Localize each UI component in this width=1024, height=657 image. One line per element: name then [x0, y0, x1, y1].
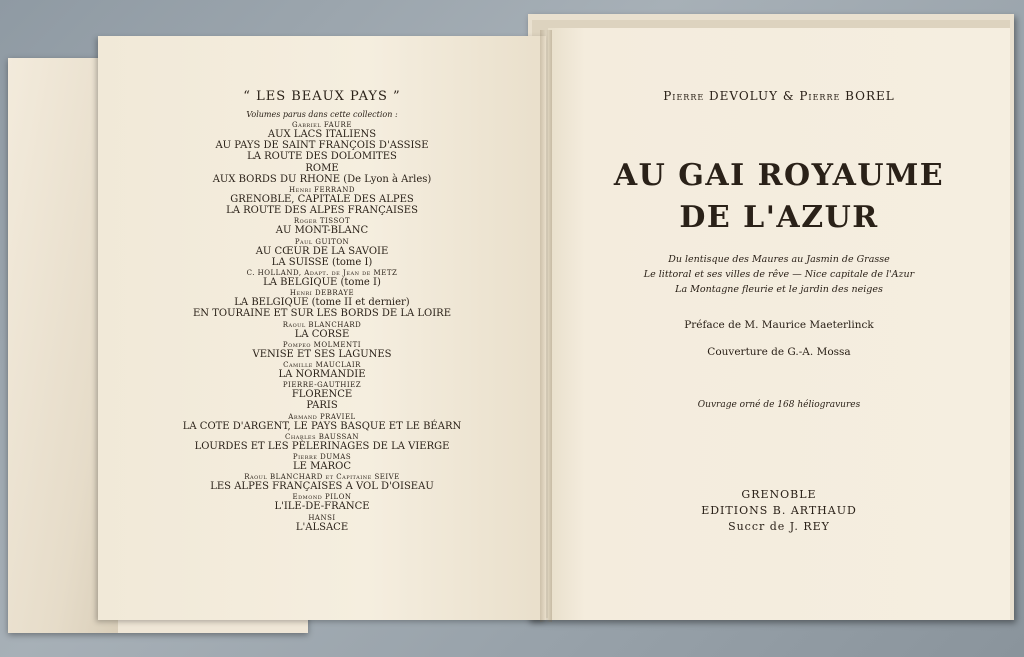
collection-subtitle: Volumes parus dans cette collection :	[246, 110, 398, 119]
book-authors: Pierre DEVOLUY & Pierre BOREL	[663, 89, 895, 103]
collection-book-title: LA COTE D'ARGENT, LE PAYS BASQUE ET LE BÉARN	[182, 420, 462, 432]
collection-author: Henri FERRAND	[289, 186, 355, 194]
collection-book-title: LA SUISSE (tome I)	[271, 256, 373, 268]
collection-book-title: AU CŒUR DE LA SAVOIE	[255, 245, 389, 257]
collection-book-title: L'ILE-DE-FRANCE	[274, 501, 370, 513]
collection-book-title: LA NORMANDIE	[278, 369, 366, 380]
collection-author: HANSI	[308, 513, 336, 522]
book-description-line: Du lentisque des Maures au Jasmin de Grasse	[668, 254, 890, 265]
collection-book-title: VENISE ET SES LAGUNES	[252, 348, 392, 360]
collection-book-title: AUX LACS ITALIENS	[267, 129, 377, 140]
collection-book-title: FLORENCE	[291, 389, 353, 401]
book-description-line: La Montagne fleurie et le jardin des neiges	[675, 284, 883, 295]
collection-author: Gabriel FAURE	[292, 121, 352, 129]
collection-author: Henri DEBRAYE	[289, 289, 355, 298]
collection-author: PIERRE-GAUTHIEZ	[282, 381, 362, 390]
collection-author: Pierre DUMAS	[292, 453, 352, 461]
collection-book-title: PARIS	[306, 400, 338, 412]
collection-book-title: LOURDES ET LES PÈLERINAGES DE LA VIERGE	[194, 440, 450, 452]
collection-author: Raoul BLANCHARD	[282, 320, 362, 329]
collection-author: Pompeo MOLMENTI	[282, 340, 362, 349]
collection-author: Armand PRAVIEL	[288, 412, 356, 421]
collection-book-title: LE MAROC	[293, 461, 351, 472]
collection-book-title: L'ALSACE	[295, 521, 349, 533]
collection-title: “ LES BEAUX PAYS ”	[243, 89, 401, 104]
collection-book-title: ROME	[305, 162, 339, 174]
collection-book-title: AU PAYS DE SAINT FRANÇOIS D'ASSISE	[215, 140, 429, 152]
collection-author: Edmond PILON	[292, 493, 352, 502]
collection-book-title: LA CORSE	[294, 328, 350, 340]
collection-book-title: EN TOURAINE ET SUR LES BORDS DE LA LOIRE	[192, 308, 452, 320]
collection-author: Camille MAUCLAIR	[283, 361, 361, 369]
book-title-line1: AU GAI ROYAUME	[613, 158, 945, 193]
collection-book-title: GRENOBLE, CAPITALE DES ALPES	[230, 194, 414, 205]
collection-book-title: LA BELGIQUE (tome II et dernier)	[234, 297, 410, 309]
book-description-line: Le littoral et ses villes de rêve — Nice capitale de l'Azur	[643, 269, 915, 280]
book-title-line2: DE L'AZUR	[679, 200, 879, 235]
collection-author: Roger TISSOT	[293, 217, 351, 226]
preface-credit: Préface de M. Maurice Maeterlinck	[684, 319, 874, 331]
publisher-successor: Succr de J. REY	[728, 520, 830, 533]
collection-book-title: LA ROUTE DES DOLOMITES	[247, 151, 397, 163]
illustrations-note: Ouvrage orné de 168 héliogravures	[697, 400, 861, 410]
collection-author: Charles BAUSSAN	[285, 432, 359, 441]
publisher-name: EDITIONS B. ARTHAUD	[701, 504, 857, 517]
publisher-city: GRENOBLE	[741, 488, 817, 501]
collection-book-title: LA BELGIQUE (tome I)	[263, 277, 381, 288]
collection-author: Paul GUITON	[294, 237, 350, 246]
collection-author: C. HOLLAND, Adapt. de Jean de METZ	[246, 269, 398, 277]
collection-book-title: AUX BORDS DU RHONE (De Lyon à Arles)	[212, 173, 432, 185]
collection-book-title: AU MONT-BLANC	[275, 225, 369, 237]
collection-book-title: LA ROUTE DES ALPES FRANÇAISES	[226, 205, 418, 217]
collection-author: Raoul BLANCHARD et Capitaine SEIVE	[244, 473, 400, 482]
cover-credit: Couverture de G.-A. Mossa	[707, 346, 851, 358]
collection-book-title: LES ALPES FRANÇAISES A VOL D'OISEAU	[210, 481, 434, 493]
